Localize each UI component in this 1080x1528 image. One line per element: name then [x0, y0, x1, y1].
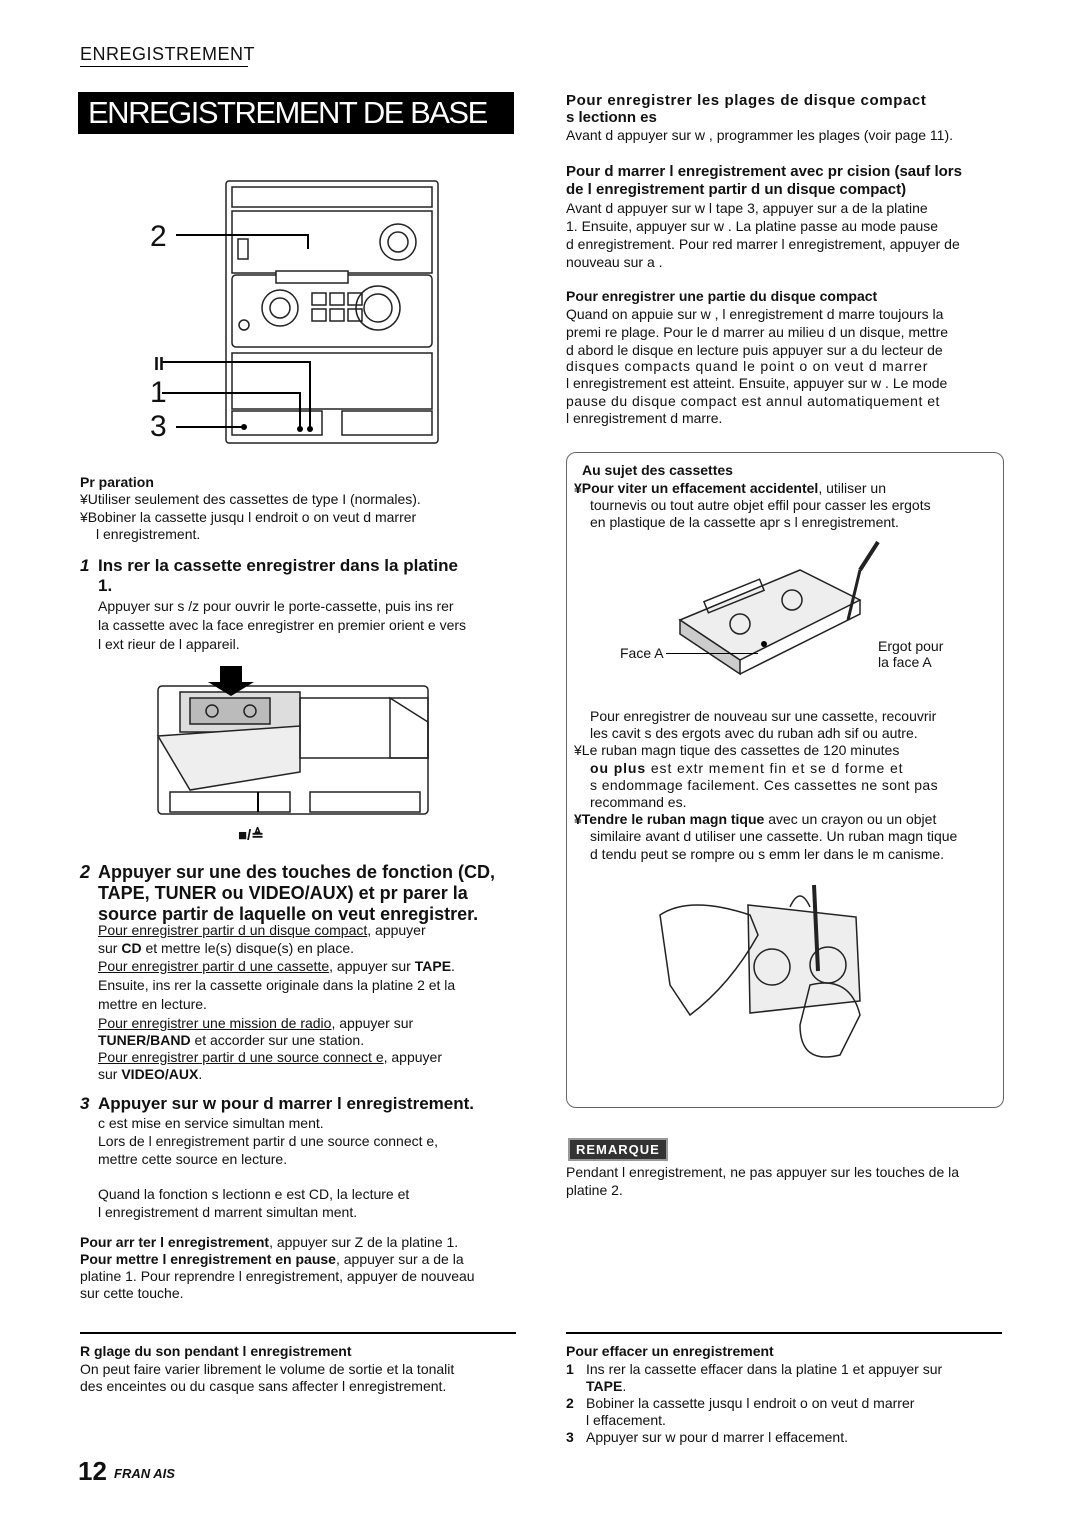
partial-cd-body: l enregistrement est atteint. Ensuite, appuyer sur w . Le mode [566, 375, 948, 391]
note-badge: REMARQUE [568, 1138, 668, 1161]
erase-step-2: Bobiner la cassette jusqu l endroit o on veut d marrer [586, 1395, 915, 1411]
step-3-number: 3 [80, 1094, 90, 1113]
step-1-heading: Ins rer la cassette enregistrer dans la platine [98, 556, 458, 575]
callout-3: 3 [150, 410, 167, 443]
section-rule [80, 66, 248, 67]
step-2-tape-line-2: Ensuite, ins rer la cassette originale dans la platine 2 et la [98, 977, 456, 993]
preparation-heading: Pr paration [80, 474, 154, 490]
callout-1: 1 [150, 376, 167, 409]
precision-body: 1. Ensuite, appuyer sur w . La platine passe au mode pause [566, 218, 939, 234]
precision-body: d enregistrement. Pour red marrer l enregistrement, appuyer de [566, 236, 960, 252]
pause-line: Pour mettre l enregistrement en pause, appuyer sur a de la [80, 1251, 464, 1267]
step-1-heading-cont: 1. [98, 576, 113, 595]
sound-adjust-body: On peut faire varier librement le volume de sortie et la tonalit [80, 1361, 455, 1377]
preparation-item-cont: l enregistrement. [96, 526, 201, 542]
note-body-cont: platine 2. [566, 1182, 623, 1198]
partial-cd-body: l enregistrement d marre. [566, 410, 723, 426]
step-2-cd-line: Pour enregistrer partir d un disque compact, appuyer [98, 922, 426, 938]
erase-step-1-number: 1 [566, 1361, 574, 1377]
language-label: FRAN AIS [114, 1466, 175, 1481]
step-2-number: 2 [80, 862, 91, 882]
cassette-box-p3-cont: s endommage facilement. Ces cassettes ne sont pas [590, 777, 938, 793]
cassette-tab-illustration [660, 540, 890, 690]
cassette-insert-illustration [150, 662, 440, 822]
cassette-box-p4-cont: similaire avant d utiliser une cassette. Un ruban magn tique [590, 828, 958, 844]
resume-line-2: sur cette touche. [80, 1285, 184, 1301]
step-2-source-line: Pour enregistrer partir d une source connect e, appuyer [98, 1049, 442, 1065]
step-1-body: l ext rieur de l appareil. [98, 636, 240, 652]
erase-step-3-number: 3 [566, 1429, 574, 1445]
step-3-body: Quand la fonction s lectionn e est CD, la lecture et [98, 1186, 410, 1202]
erase-heading: Pour effacer un enregistrement [566, 1343, 774, 1359]
erase-step-2-cont: l effacement. [586, 1412, 666, 1428]
step-2-heading-cont: TAPE, TUNER ou VIDEO/AUX) et pr parer la [98, 883, 468, 903]
sound-adjust-body: des enceintes ou du casque sans affecter l enregistrement. [80, 1378, 447, 1394]
precision-heading-cont: de l enregistrement partir d un disque compact) [566, 181, 907, 198]
eject-button-label: ■/≜ [238, 827, 264, 844]
tab-label-cont: la face A [878, 654, 932, 670]
erase-step-3: Appuyer sur w pour d marrer l effacement. [586, 1429, 848, 1445]
preparation-item: ¥Bobiner la cassette jusqu l endroit o on veut d marrer [80, 509, 417, 525]
tab-label: Ergot pour [878, 638, 944, 654]
step-3-body: l enregistrement d marrent simultan ment. [98, 1204, 358, 1220]
face-a-label: Face A [620, 645, 664, 661]
partial-cd-body: disques compacts quand le point o on veut d marrer [566, 358, 929, 374]
step-2-radio-line-2: TUNER/BAND et accorder sur une station. [98, 1032, 365, 1048]
section-label: ENREGISTREMENT [80, 44, 256, 64]
cassette-box-p2-cont: les cavit s des ergots avec du ruban adh sif ou autre. [590, 725, 918, 741]
cassette-box-p4: ¥Tendre le ruban magn tique avec un crayon ou un objet [574, 811, 937, 827]
divider [566, 1332, 1002, 1334]
stereo-system-illustration [140, 175, 450, 450]
cassette-box-p1-cont: tournevis ou tout autre objet effil pour casser les ergots [590, 497, 931, 513]
page-title: ENREGISTREMENT DE BASE [78, 92, 514, 134]
cassette-box-p3-cont: ou plus est extr mement fin et se d forme et [590, 760, 904, 776]
selected-tracks-body: Avant d appuyer sur w , programmer les plages (voir page 11). [566, 127, 954, 143]
step-2-heading-cont: source partir de laquelle on veut enregistrer. [98, 904, 479, 924]
step-2-tape-line: Pour enregistrer partir d une cassette, appuyer sur TAPE. [98, 958, 455, 974]
step-1-body: la cassette avec la face enregistrer en premier orient e vers [98, 617, 467, 633]
step-3-body: Lors de l enregistrement partir d une source connect e, [98, 1133, 439, 1149]
step-2-tape-line-3: mettre en lecture. [98, 996, 207, 1012]
erase-step-1: Ins rer la cassette effacer dans la platine 1 et appuyer sur [586, 1361, 943, 1377]
precision-heading: Pour d marrer l enregistrement avec pr cision (sauf lors [566, 163, 962, 180]
cassette-box-p4-cont: d tendu peut se rompre ou s emm ler dans le m canisme. [590, 846, 945, 862]
erase-step-1-cont: TAPE. [586, 1378, 627, 1394]
step-3-body: c est mise en service simultan ment. [98, 1115, 324, 1131]
step-3-body: mettre cette source en lecture. [98, 1151, 288, 1167]
cassette-box-p1: ¥Pour viter un effacement accidentel, utiliser un [574, 480, 887, 496]
partial-cd-heading: Pour enregistrer une partie du disque compact [566, 288, 878, 304]
step-2-heading: Appuyer sur une des touches de fonction (CD, [98, 862, 496, 882]
partial-cd-body: d abord le disque en lecture puis appuyer sur a du lecteur de [566, 342, 943, 358]
step-1-body: Appuyer sur s /z pour ouvrir le porte-cassette, puis ins rer [98, 598, 454, 614]
pencil-winding-illustration [650, 875, 890, 1075]
face-a-leader [666, 653, 758, 654]
selected-tracks-heading: Pour enregistrer les plages de disque compact [566, 92, 927, 109]
cassette-box-p3-cont: recommand es. [590, 794, 687, 810]
callout-2: 2 [150, 220, 167, 253]
cassette-box-heading: Au sujet des cassettes [582, 462, 733, 478]
precision-body: nouveau sur a . [566, 254, 663, 270]
cassette-box-p2: Pour enregistrer de nouveau sur une cassette, recouvrir [590, 708, 937, 724]
precision-body: Avant d appuyer sur w l tape 3, appuyer sur a de la platine [566, 200, 928, 216]
step-2-source-line-2: sur VIDEO/AUX. [98, 1066, 203, 1082]
cassette-box-p3: ¥Le ruban magn tique des cassettes de 120 minutes [574, 742, 900, 758]
partial-cd-body: Quand on appuie sur w , l enregistrement d marre toujours la [566, 306, 944, 322]
step-3-heading: Appuyer sur w pour d marrer l enregistrement. [98, 1094, 474, 1113]
cassette-box-p1-cont: en plastique de la cassette apr s l enregistrement. [590, 514, 899, 530]
selected-tracks-heading-cont: s lectionn es [566, 109, 657, 126]
callout-pause: II [154, 354, 165, 374]
step-1-number: 1 [80, 556, 90, 575]
step-2-radio-line: Pour enregistrer une mission de radio, appuyer sur [98, 1015, 414, 1031]
preparation-item: ¥Utiliser seulement des cassettes de type I (normales). [80, 491, 421, 507]
resume-line: platine 1. Pour reprendre l enregistrement, appuyer de nouveau [80, 1268, 475, 1284]
page-number: 12 [78, 1456, 107, 1486]
divider [80, 1332, 516, 1334]
sound-adjust-heading: R glage du son pendant l enregistrement [80, 1343, 352, 1359]
note-body: Pendant l enregistrement, ne pas appuyer sur les touches de la [566, 1164, 960, 1180]
erase-step-2-number: 2 [566, 1395, 574, 1411]
partial-cd-body: premi re plage. Pour le d marrer au milieu d un disque, mettre [566, 324, 949, 340]
step-2-cd-line-2: sur CD et mettre le(s) disque(s) en place. [98, 940, 354, 956]
partial-cd-body: pause du disque compact est annul automatiquement et [566, 393, 940, 409]
stop-line: Pour arr ter l enregistrement, appuyer sur Z de la platine 1. [80, 1234, 459, 1250]
